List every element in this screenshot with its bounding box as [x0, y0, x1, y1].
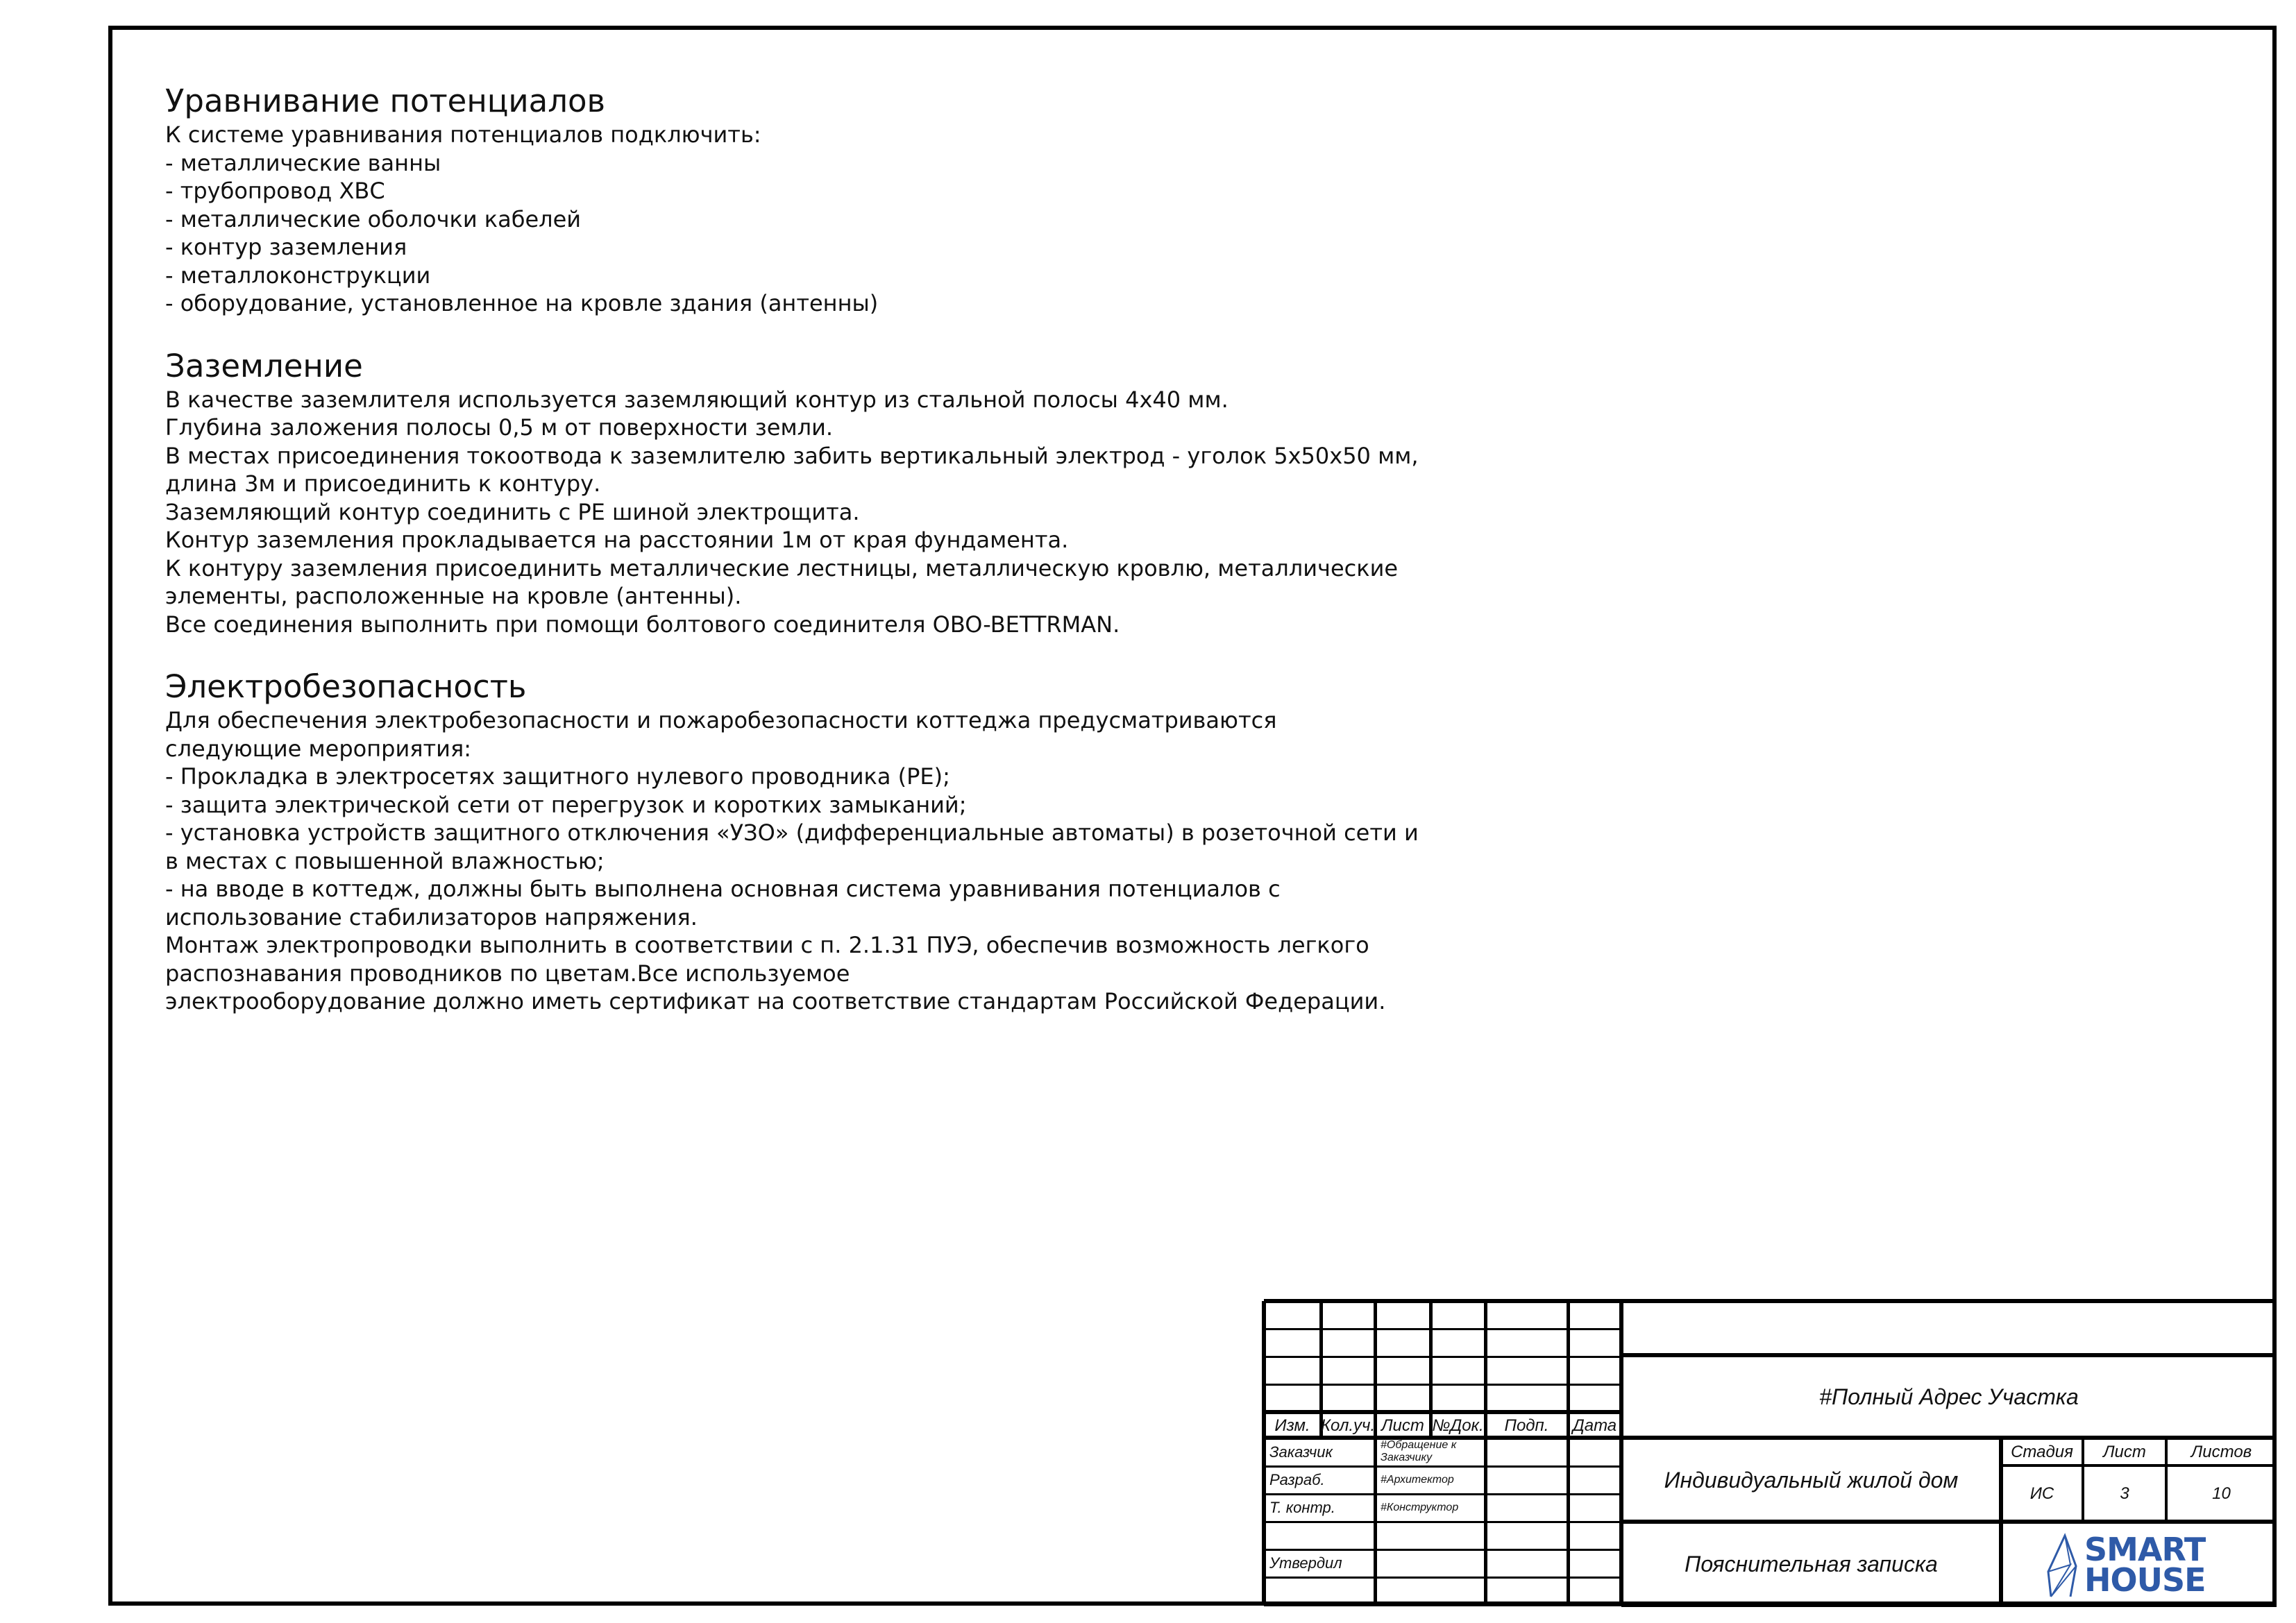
- explanatory-note-text: [165, 82, 1553, 1045]
- column-header: Подп.: [1504, 1416, 1549, 1435]
- section: [165, 82, 1553, 318]
- section-heading: Уравнивание потенциалов: [165, 83, 606, 119]
- logo-line: HOUSE: [2084, 1561, 2206, 1599]
- text-line: Контур заземления прокладывается на расстоянии 1м от края фундамента.: [165, 527, 1069, 553]
- person-name: #Архитектор: [1381, 1474, 1454, 1486]
- text-line: - контур заземления: [165, 234, 407, 260]
- text-line: - металлические оболочки кабелей: [165, 205, 582, 232]
- text-line: К системе уравнивания потенциалов подключить:: [165, 121, 761, 148]
- text-line: - Прокладка в электросетях защитного нулевого проводника (PE);: [165, 763, 950, 790]
- text-line: - оборудование, установленное на кровле здания (антенны): [165, 290, 879, 316]
- sheets-value: 10: [2212, 1484, 2231, 1503]
- section: [165, 347, 1553, 639]
- role-label: Разраб.: [1269, 1471, 1325, 1488]
- text-line: длина 3м и присоединить к контуру.: [165, 470, 601, 497]
- text-line: - металлические ванны: [165, 149, 441, 176]
- address-cell: #Полный Адрес Участка: [1819, 1384, 2079, 1409]
- section: [165, 668, 1553, 1016]
- column-header: Лист: [1381, 1416, 1424, 1435]
- text-line: распознавания проводников по цветам.Все используемое: [165, 960, 850, 987]
- text-line: электрооборудование должно иметь сертификат на соответствие стандартам Российской Федерации.: [165, 988, 1386, 1014]
- role-label: Т. контр.: [1269, 1499, 1335, 1516]
- title-block: [1264, 1301, 2277, 1606]
- text-line: Монтаж электропроводки выполнить в соответствии с п. 2.1.31 ПУЭ, обеспечив возможность легкого: [165, 932, 1369, 958]
- text-line: - трубопровод ХВС: [165, 178, 385, 204]
- column-header: Дата: [1572, 1416, 1617, 1435]
- text-line: Заземляющий контур соединить с PE шиной электрощита.: [165, 498, 860, 525]
- column-header: №Док.: [1432, 1416, 1484, 1435]
- text-line: - защита электрической сети от перегрузок и коротких замыканий;: [165, 791, 967, 818]
- section-heading: Электробезопасность: [165, 668, 527, 705]
- logo-wordmark: [2084, 1531, 2206, 1599]
- document-name-cell: Пояснительная записка: [1685, 1551, 1938, 1577]
- stage-label: Стадия: [2011, 1443, 2073, 1461]
- grid-line: [1621, 1299, 2277, 1303]
- column-header: Изм.: [1274, 1416, 1310, 1435]
- company-logo: [2044, 1530, 2206, 1599]
- text-line: Все соединения выполнить при помощи болтового соединителя OBO-BETTRMAN.: [165, 611, 1120, 638]
- text-line: использование стабилизаторов напряжения.: [165, 903, 698, 931]
- logo-line: SMART: [2084, 1531, 2206, 1568]
- sheets-label: Листов: [2191, 1443, 2252, 1461]
- grid-line: [1567, 1301, 1570, 1606]
- text-line: элементы, расположенные на кровле (антенны).: [165, 583, 742, 609]
- text-line: - металлоконструкции: [165, 262, 431, 289]
- role-label: Заказчик: [1269, 1443, 1333, 1461]
- text-line: - на вводе в коттедж, должны быть выполнена основная система уравнивания потенциалов с: [165, 876, 1281, 902]
- column-header: Кол.уч.: [1321, 1416, 1375, 1435]
- person-name: #Конструктор: [1381, 1502, 1459, 1513]
- text-line: - установка устройств защитного отключения «УЗО» (дифференциальные автоматы) в розеточной сети и: [165, 819, 1419, 846]
- text-line: Глубина заложения полосы 0,5 м от поверхности земли.: [165, 414, 834, 441]
- text-line: Для обеспечения электробезопасности и пожаробезопасности коттеджа предусматриваются: [165, 707, 1277, 733]
- text-line: в местах с повышенной влажностью;: [165, 847, 605, 874]
- sheet-value: 3: [2120, 1484, 2129, 1503]
- sheet-label: Лист: [2103, 1443, 2146, 1461]
- house-logo-icon: [2044, 1530, 2080, 1599]
- section-heading: Заземление: [165, 347, 363, 384]
- person-name: #Обращение к Заказчику: [1381, 1439, 1457, 1463]
- object-name-cell: Индивидуальный жилой дом: [1664, 1467, 1959, 1493]
- text-line: В местах присоединения токоотвода к заземлителю забить вертикальный электрод - уголок 5х50х50 мм,: [165, 442, 1419, 469]
- text-line: В качестве заземлителя используется заземляющий контур из стальной полосы 4х40 мм.: [165, 386, 1229, 413]
- text-line: К контуру заземления присоединить металлические лестницы, металлическую кровлю, металлические: [165, 554, 1399, 581]
- role-label: Утвердил: [1269, 1554, 1342, 1572]
- text-line: следующие мероприятия:: [165, 735, 471, 762]
- stage-value: ИС: [2029, 1484, 2054, 1503]
